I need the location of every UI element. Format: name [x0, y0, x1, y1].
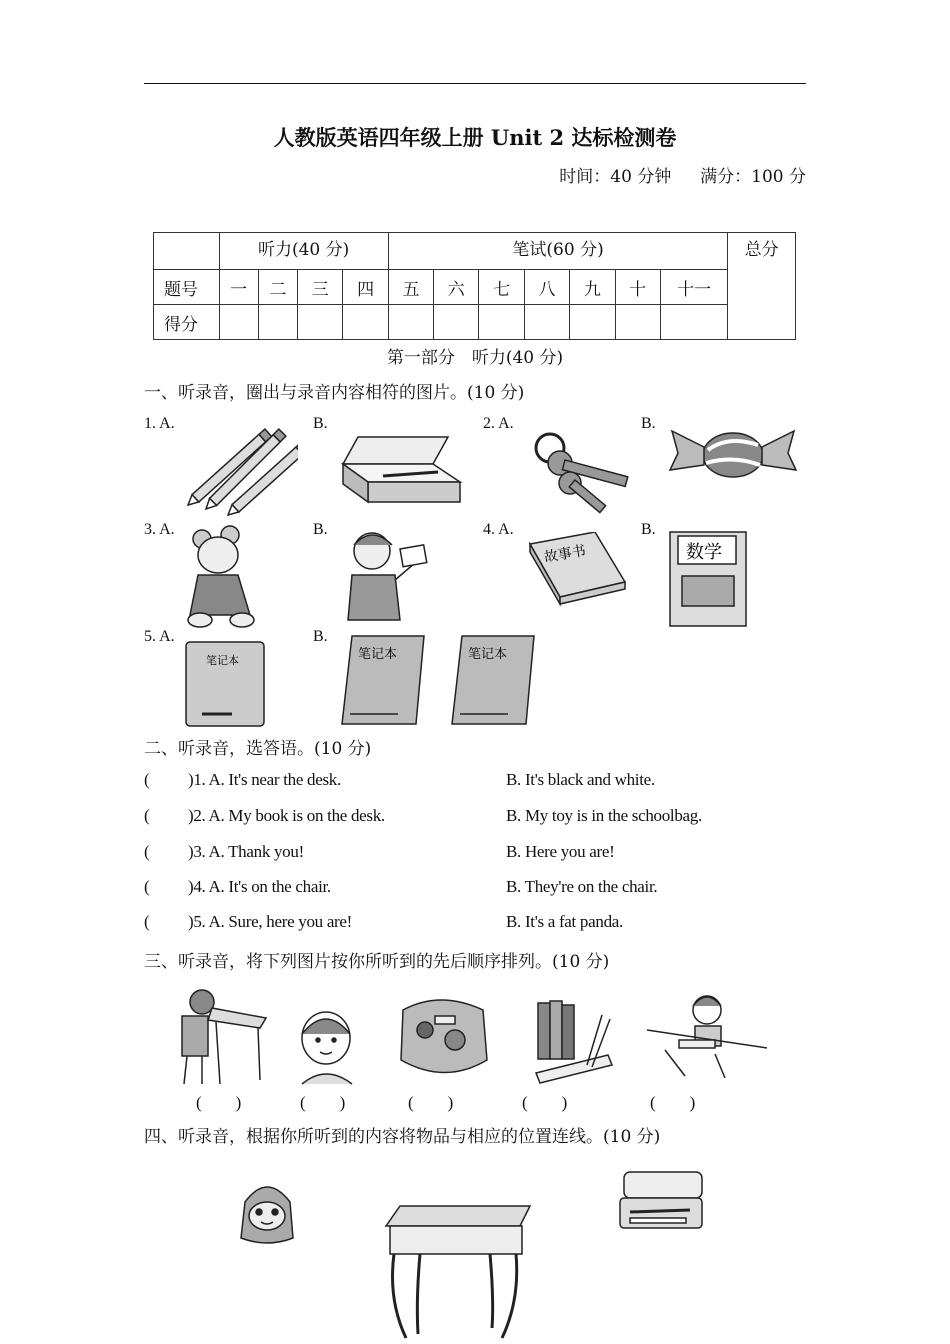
- notebook-b1-image[interactable]: [338, 632, 428, 727]
- notebook-a-image[interactable]: [182, 636, 272, 728]
- part1-title: 第一部分 听力(40 分): [386, 348, 564, 368]
- order-blank-3[interactable]: ( ): [408, 1093, 454, 1112]
- pencils-image[interactable]: [178, 425, 298, 520]
- pencil-case-image[interactable]: [616, 1168, 706, 1233]
- boy-with-card-image[interactable]: [340, 525, 445, 625]
- q2-2-option-b: B. My toy is in the schoolbag.: [506, 806, 702, 825]
- q-number: 二: [258, 270, 297, 305]
- math-book-image[interactable]: [668, 530, 750, 628]
- q1a-label: 1. A.: [144, 415, 175, 432]
- notebook-a-title: 笔记本: [206, 654, 239, 667]
- doll-image[interactable]: [180, 525, 260, 630]
- score-cell[interactable]: [219, 305, 258, 340]
- section1-heading: 一、听录音，圈出与录音内容相符的图片。(10 分): [144, 383, 525, 403]
- order-blank-2[interactable]: ( ): [300, 1093, 346, 1112]
- q4b-label: B.: [641, 521, 656, 538]
- q-number: 八: [524, 270, 569, 305]
- score-cell[interactable]: [434, 305, 479, 340]
- row-number-label: 题号: [154, 270, 220, 305]
- notebook-b2-image[interactable]: [448, 632, 538, 727]
- q-number: 三: [298, 270, 343, 305]
- q3a-label: 3. A.: [144, 521, 175, 538]
- storybook-image[interactable]: [525, 532, 630, 607]
- score-cell[interactable]: [660, 305, 728, 340]
- q-number: 一: [219, 270, 258, 305]
- q2-1-option-a: )1. A. It's near the desk.: [188, 770, 341, 789]
- books-ruler-image[interactable]: [532, 995, 617, 1085]
- order-blank-1[interactable]: ( ): [196, 1093, 242, 1112]
- q-number: 六: [434, 270, 479, 305]
- score-cell[interactable]: [615, 305, 660, 340]
- total-header: 总分: [728, 233, 796, 340]
- q2a-label: 2. A.: [483, 415, 514, 432]
- order-blank-4[interactable]: ( ): [522, 1093, 568, 1112]
- q2-3-option-b: B. Here you are!: [506, 842, 615, 861]
- desk-image[interactable]: [380, 1200, 540, 1340]
- q2-3-option-a: )3. A. Thank you!: [188, 842, 304, 861]
- q5a-label: 5. A.: [144, 628, 175, 645]
- answer-paren[interactable]: (: [144, 877, 150, 896]
- score-cell[interactable]: [298, 305, 343, 340]
- q4a-label: 4. A.: [483, 521, 514, 538]
- q-number: 十一: [660, 270, 728, 305]
- q3b-label: B.: [313, 521, 328, 538]
- q1b-label: B.: [313, 415, 328, 432]
- section2-heading: 二、听录音，选答语。(10 分): [144, 739, 372, 759]
- q5b-label: B.: [313, 628, 328, 645]
- q-number: 五: [388, 270, 433, 305]
- score-label: 满分：100 分: [700, 167, 806, 187]
- score-cell[interactable]: [479, 305, 524, 340]
- notebook-b1-title: 笔记本: [358, 647, 398, 662]
- q2-5-option-a: )5. A. Sure, here you are!: [188, 912, 353, 931]
- score-cell[interactable]: [258, 305, 297, 340]
- page-title: 人教版英语四年级上册 Unit 2 达标检测卷: [273, 125, 677, 150]
- q2-2-option-a: )2. A. My book is on the desk.: [188, 806, 385, 825]
- math-book-title: 数学: [686, 542, 722, 563]
- answer-paren[interactable]: (: [144, 770, 150, 789]
- q-number: 九: [570, 270, 615, 305]
- answer-paren[interactable]: (: [144, 912, 150, 931]
- q2b-label: B.: [641, 415, 656, 432]
- q2-1-option-b: B. It's black and white.: [506, 770, 655, 789]
- top-rule: [144, 83, 806, 84]
- q2-5-option-b: B. It's a fat panda.: [506, 912, 623, 931]
- keys-image[interactable]: [520, 428, 635, 518]
- q2-4-option-a: )4. A. It's on the chair.: [188, 877, 331, 896]
- exam-meta: [559, 162, 806, 187]
- score-cell[interactable]: [570, 305, 615, 340]
- answer-paren[interactable]: (: [144, 806, 150, 825]
- score-table: [153, 232, 796, 340]
- order-blank-5[interactable]: ( ): [650, 1093, 696, 1112]
- row-score-label: 得分: [154, 305, 220, 340]
- boy-face-image[interactable]: [296, 1006, 358, 1086]
- writing-header: 笔试(60 分): [388, 233, 728, 270]
- notebook-b2-title: 笔记本: [468, 647, 508, 662]
- score-cell[interactable]: [388, 305, 433, 340]
- messy-bag-image[interactable]: [395, 990, 490, 1080]
- candy-image[interactable]: [668, 425, 798, 485]
- q-number: 七: [479, 270, 524, 305]
- score-cell[interactable]: [524, 305, 569, 340]
- time-label: 时间：40 分钟: [559, 167, 672, 187]
- section3-heading: 三、听录音，将下列图片按你所听到的先后顺序排列。(10 分): [144, 952, 610, 972]
- score-cell[interactable]: [343, 305, 388, 340]
- storybook-title: 故事书: [542, 542, 588, 566]
- boy-at-desk-image[interactable]: [172, 988, 272, 1086]
- q2-4-option-b: B. They're on the chair.: [506, 877, 658, 896]
- q-number: 十: [615, 270, 660, 305]
- q-number: 四: [343, 270, 388, 305]
- answer-paren[interactable]: (: [144, 842, 150, 861]
- pencil-box-image[interactable]: [338, 432, 463, 507]
- section4-heading: 四、听录音，根据你所听到的内容将物品与相应的位置连线。(10 分): [144, 1127, 661, 1147]
- girl-at-desk-image[interactable]: [645, 988, 770, 1080]
- listening-header: 听力(40 分): [219, 233, 388, 270]
- schoolbag-image[interactable]: [235, 1172, 300, 1247]
